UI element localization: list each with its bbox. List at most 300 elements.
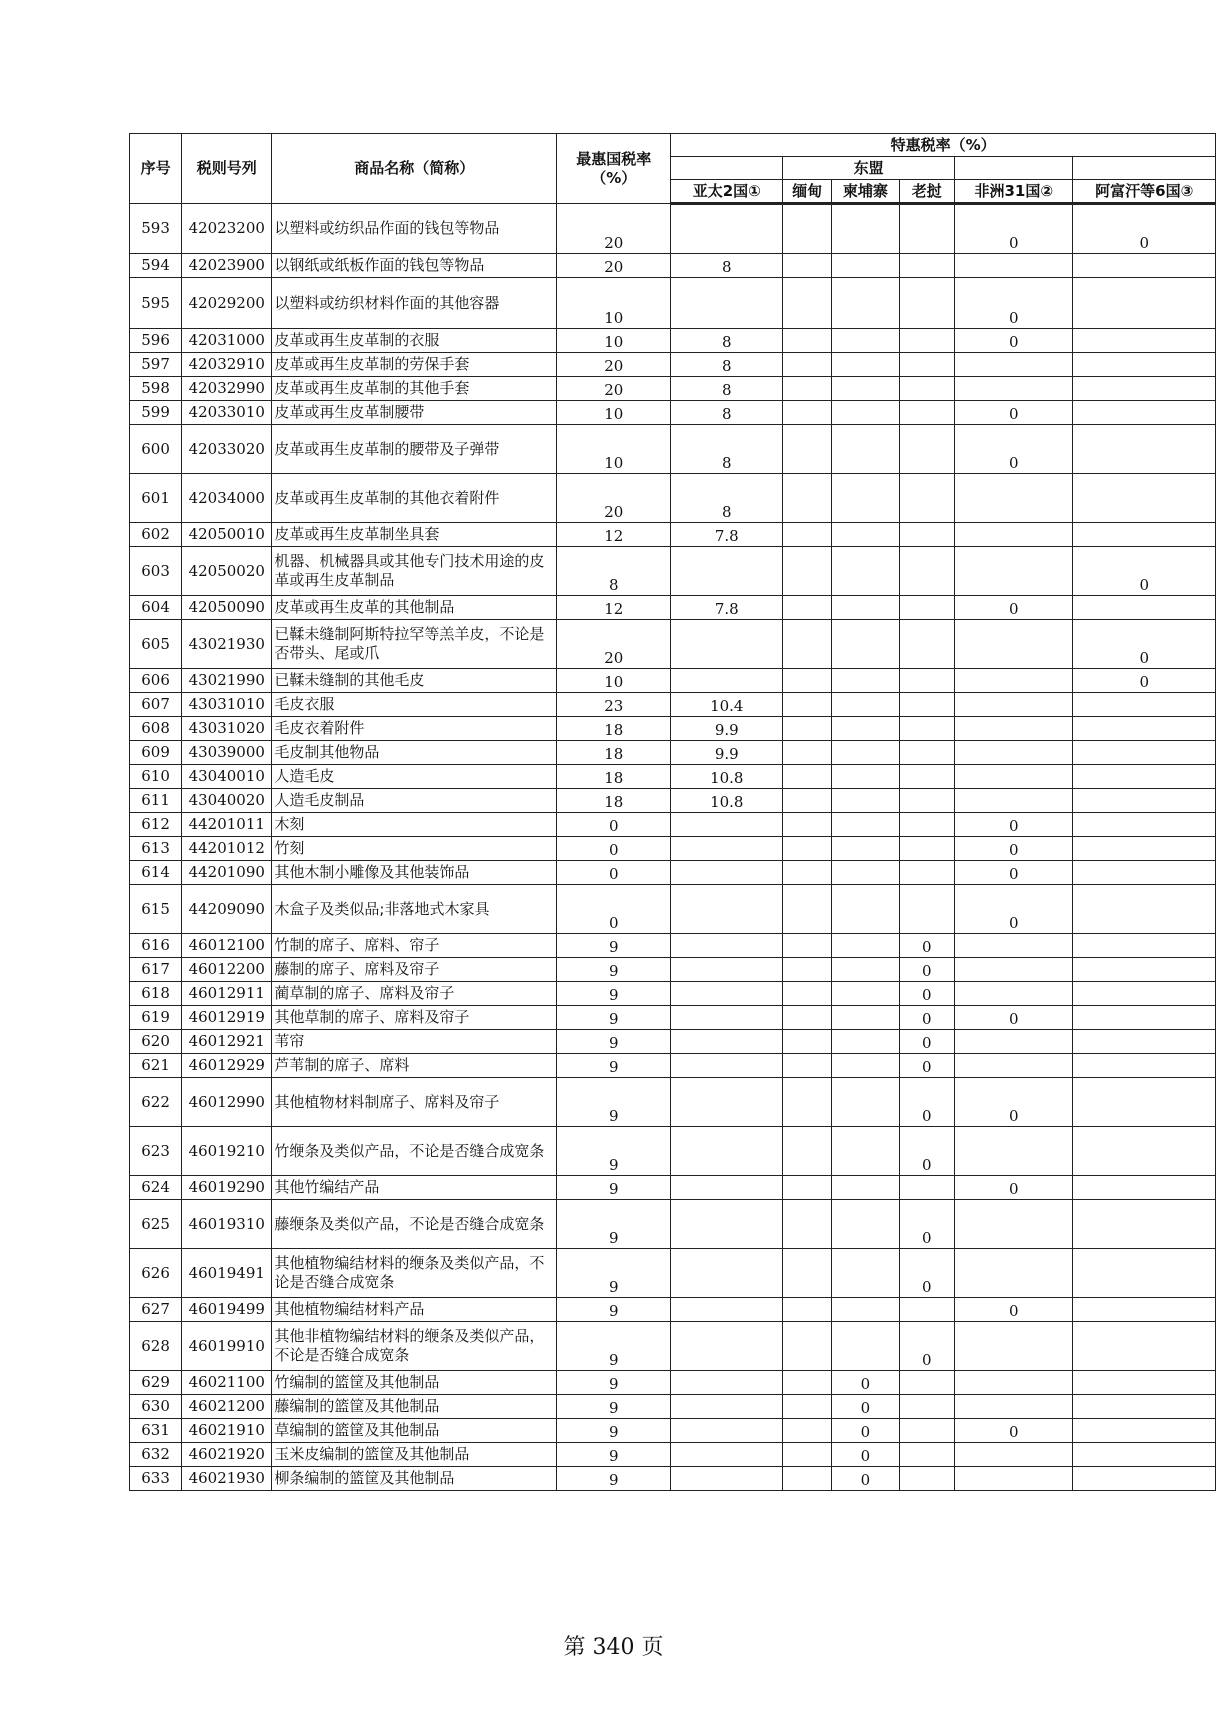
apta-rate-cell [671,547,783,596]
africa31-rate-cell [955,1200,1073,1249]
laos-rate-cell [899,474,954,523]
tariff-code-cell: 43040020 [182,789,272,813]
seq-cell: 624 [130,1176,182,1200]
table-header [130,134,1216,204]
table-row [130,474,1216,523]
product-name-cell: 其他草制的席子、席料及帘子 [272,1006,557,1030]
apta-rate-cell [671,620,783,669]
apta-rate-cell: 10.4 [671,693,783,717]
product-name-cell: 机器、机械器具或其他专门技术用途的皮革或再生皮革制品 [272,547,557,596]
apta-rate-cell: 9.9 [671,717,783,741]
afghanistan6-rate-cell [1073,789,1216,813]
tariff-code-cell: 46012911 [182,982,272,1006]
apta-rate-cell [671,1176,783,1200]
cambodia-rate-cell [832,1298,899,1322]
afghanistan6-rate-cell [1073,1395,1216,1419]
seq-cell: 612 [130,813,182,837]
product-name-cell: 竹制的席子、席料、帘子 [272,934,557,958]
myanmar-rate-cell [783,353,832,377]
laos-rate-cell [899,789,954,813]
page-number: 第 340 页 [563,1635,664,1660]
product-name-cell: 毛皮衣着附件 [272,717,557,741]
product-name-cell: 皮革或再生皮革制的其他手套 [272,377,557,401]
myanmar-rate-cell [783,717,832,741]
tariff-code-cell: 46021100 [182,1371,272,1395]
africa31-rate-cell [955,254,1073,278]
mfn-rate-cell: 10 [557,329,671,353]
cambodia-rate-cell: 0 [832,1443,899,1467]
afghanistan6-rate-cell [1073,885,1216,934]
apta-rate-cell: 8 [671,425,783,474]
afghanistan6-rate-cell [1073,377,1216,401]
product-name-cell: 皮革或再生皮革制的其他衣着附件 [272,474,557,523]
tariff-code-cell: 42023900 [182,254,272,278]
africa31-rate-cell: 0 [955,204,1073,254]
header-col-africa31: 非洲31国② [955,180,1073,204]
table-row [130,765,1216,789]
tariff-code-cell: 43040010 [182,765,272,789]
myanmar-rate-cell [783,1371,832,1395]
mfn-rate-cell: 9 [557,1371,671,1395]
africa31-rate-cell [955,958,1073,982]
mfn-rate-cell: 9 [557,1467,671,1491]
mfn-rate-cell: 9 [557,934,671,958]
seq-cell: 617 [130,958,182,982]
myanmar-rate-cell [783,765,832,789]
tariff-code-cell: 46021200 [182,1395,272,1419]
mfn-rate-cell: 9 [557,1078,671,1127]
afghanistan6-rate-cell [1073,1054,1216,1078]
laos-rate-cell: 0 [899,1078,954,1127]
seq-cell: 602 [130,523,182,547]
tariff-code-cell: 43021930 [182,620,272,669]
myanmar-rate-cell [783,1200,832,1249]
seq-cell: 632 [130,1443,182,1467]
seq-cell: 618 [130,982,182,1006]
cambodia-rate-cell [832,523,899,547]
africa31-rate-cell: 0 [955,861,1073,885]
mfn-rate-cell: 9 [557,1419,671,1443]
apta-rate-cell: 8 [671,401,783,425]
table-row [130,620,1216,669]
seq-cell: 608 [130,717,182,741]
seq-cell: 603 [130,547,182,596]
myanmar-rate-cell [783,1054,832,1078]
cambodia-rate-cell [832,204,899,254]
product-name-cell: 竹缏条及类似产品，不论是否缝合成宽条 [272,1127,557,1176]
tariff-code-cell: 44201012 [182,837,272,861]
apta-rate-cell [671,1200,783,1249]
cambodia-rate-cell [832,1322,899,1371]
tariff-code-cell: 46012990 [182,1078,272,1127]
tariff-code-cell: 43039000 [182,741,272,765]
myanmar-rate-cell [783,885,832,934]
africa31-rate-cell [955,474,1073,523]
product-name-cell: 芦苇制的席子、席料 [272,1054,557,1078]
header-col-myanmar: 缅甸 [783,180,832,204]
mfn-rate-cell: 9 [557,1249,671,1298]
tariff-code-cell: 42031000 [182,329,272,353]
product-name-cell: 其他植物编结材料的缏条及类似产品，不论是否缝合成宽条 [272,1249,557,1298]
seq-cell: 605 [130,620,182,669]
apta-rate-cell: 8 [671,353,783,377]
product-name-cell: 皮革或再生皮革制的劳保手套 [272,353,557,377]
table-row [130,717,1216,741]
afghanistan6-rate-cell [1073,1443,1216,1467]
myanmar-rate-cell [783,1127,832,1176]
myanmar-rate-cell [783,669,832,693]
mfn-rate-cell: 9 [557,982,671,1006]
table-row [130,254,1216,278]
cambodia-rate-cell [832,1030,899,1054]
seq-cell: 598 [130,377,182,401]
cambodia-rate-cell [832,861,899,885]
table-row [130,1030,1216,1054]
mfn-rate-cell: 20 [557,377,671,401]
apta-rate-cell: 7.8 [671,523,783,547]
seq-cell: 633 [130,1467,182,1491]
seq-cell: 596 [130,329,182,353]
laos-rate-cell [899,1298,954,1322]
seq-cell: 604 [130,596,182,620]
mfn-rate-cell: 9 [557,1395,671,1419]
afghanistan6-rate-cell [1073,1127,1216,1176]
apta-rate-cell [671,958,783,982]
cambodia-rate-cell [832,547,899,596]
apta-rate-cell: 8 [671,254,783,278]
tariff-code-cell: 46019210 [182,1127,272,1176]
apta-rate-cell [671,1078,783,1127]
cambodia-rate-cell [832,958,899,982]
tariff-code-cell: 46012200 [182,958,272,982]
afghanistan6-rate-cell [1073,1006,1216,1030]
table-row [130,278,1216,329]
myanmar-rate-cell [783,1298,832,1322]
cambodia-rate-cell [832,278,899,329]
table-row [130,885,1216,934]
africa31-rate-cell [955,1054,1073,1078]
seq-cell: 595 [130,278,182,329]
table-row [130,596,1216,620]
afghanistan6-rate-cell [1073,1249,1216,1298]
myanmar-rate-cell [783,278,832,329]
mfn-rate-cell: 23 [557,693,671,717]
mfn-rate-cell: 8 [557,547,671,596]
cambodia-rate-cell [832,254,899,278]
header-code: 税则号列 [182,134,272,204]
table-row [130,1054,1216,1078]
product-name-cell: 藤制的席子、席料及帘子 [272,958,557,982]
tariff-code-cell: 46019499 [182,1298,272,1322]
laos-rate-cell: 0 [899,934,954,958]
product-name-cell: 毛皮制其他物品 [272,741,557,765]
mfn-rate-cell: 10 [557,401,671,425]
table-row [130,401,1216,425]
tariff-code-cell: 42032910 [182,353,272,377]
cambodia-rate-cell: 0 [832,1467,899,1491]
laos-rate-cell [899,377,954,401]
table-row [130,837,1216,861]
tariff-code-cell: 46019491 [182,1249,272,1298]
africa31-rate-cell [955,1395,1073,1419]
africa31-rate-cell: 0 [955,837,1073,861]
tariff-code-cell: 43031020 [182,717,272,741]
afghanistan6-rate-cell [1073,1030,1216,1054]
africa31-rate-cell [955,523,1073,547]
mfn-rate-cell: 9 [557,1443,671,1467]
laos-rate-cell: 0 [899,958,954,982]
seq-cell: 616 [130,934,182,958]
myanmar-rate-cell [783,1176,832,1200]
mfn-rate-cell: 9 [557,1054,671,1078]
myanmar-rate-cell [783,1322,832,1371]
mfn-rate-cell: 12 [557,596,671,620]
header-blank [955,157,1073,180]
laos-rate-cell: 0 [899,1127,954,1176]
mfn-rate-cell: 18 [557,741,671,765]
africa31-rate-cell: 0 [955,596,1073,620]
header-blank [1073,157,1216,180]
cambodia-rate-cell [832,837,899,861]
tariff-code-cell: 42050010 [182,523,272,547]
afghanistan6-rate-cell [1073,474,1216,523]
africa31-rate-cell: 0 [955,1006,1073,1030]
mfn-rate-cell: 9 [557,1322,671,1371]
myanmar-rate-cell [783,1395,832,1419]
table-row [130,934,1216,958]
apta-rate-cell [671,934,783,958]
table-row [130,861,1216,885]
myanmar-rate-cell [783,620,832,669]
seq-cell: 619 [130,1006,182,1030]
product-name-cell: 人造毛皮 [272,765,557,789]
mfn-rate-cell: 9 [557,958,671,982]
africa31-rate-cell: 0 [955,1078,1073,1127]
apta-rate-cell: 10.8 [671,765,783,789]
mfn-rate-cell: 9 [557,1176,671,1200]
tariff-code-cell: 42033020 [182,425,272,474]
afghanistan6-rate-cell [1073,523,1216,547]
laos-rate-cell [899,1395,954,1419]
laos-rate-cell [899,813,954,837]
product-name-cell: 以塑料或纺织材料作面的其他容器 [272,278,557,329]
mfn-rate-cell: 9 [557,1006,671,1030]
laos-rate-cell: 0 [899,1030,954,1054]
cambodia-rate-cell [832,401,899,425]
seq-cell: 628 [130,1322,182,1371]
apta-rate-cell: 9.9 [671,741,783,765]
mfn-rate-cell: 18 [557,717,671,741]
afghanistan6-rate-cell [1073,934,1216,958]
africa31-rate-cell: 0 [955,401,1073,425]
laos-rate-cell: 0 [899,982,954,1006]
apta-rate-cell: 10.8 [671,789,783,813]
myanmar-rate-cell [783,934,832,958]
africa31-rate-cell [955,669,1073,693]
apta-rate-cell [671,885,783,934]
myanmar-rate-cell [783,837,832,861]
table-row [130,669,1216,693]
myanmar-rate-cell [783,377,832,401]
mfn-rate-cell: 10 [557,669,671,693]
mfn-rate-cell: 20 [557,353,671,377]
mfn-rate-cell: 18 [557,789,671,813]
product-name-cell: 皮革或再生皮革制坐具套 [272,523,557,547]
africa31-rate-cell [955,353,1073,377]
tariff-code-cell: 43031010 [182,693,272,717]
cambodia-rate-cell [832,741,899,765]
cambodia-rate-cell [832,1176,899,1200]
laos-rate-cell: 0 [899,1249,954,1298]
mfn-rate-cell: 9 [557,1298,671,1322]
mfn-rate-cell: 20 [557,204,671,254]
afghanistan6-rate-cell [1073,596,1216,620]
cambodia-rate-cell [832,1127,899,1176]
seq-cell: 629 [130,1371,182,1395]
laos-rate-cell [899,523,954,547]
product-name-cell: 已鞣未缝制的其他毛皮 [272,669,557,693]
header-blank [671,157,783,180]
tariff-code-cell: 42050090 [182,596,272,620]
product-name-cell: 皮革或再生皮革制腰带 [272,401,557,425]
myanmar-rate-cell [783,596,832,620]
tariff-table [129,133,1216,1491]
tariff-code-cell: 46012929 [182,1054,272,1078]
cambodia-rate-cell: 0 [832,1371,899,1395]
mfn-rate-cell: 0 [557,885,671,934]
table-row [130,1371,1216,1395]
mfn-rate-cell: 9 [557,1127,671,1176]
product-name-cell: 毛皮衣服 [272,693,557,717]
myanmar-rate-cell [783,329,832,353]
myanmar-rate-cell [783,861,832,885]
cambodia-rate-cell [832,1200,899,1249]
product-name-cell: 木盒子及类似品;非落地式木家具 [272,885,557,934]
myanmar-rate-cell [783,474,832,523]
seq-cell: 614 [130,861,182,885]
mfn-rate-cell: 18 [557,765,671,789]
seq-cell: 615 [130,885,182,934]
myanmar-rate-cell [783,547,832,596]
africa31-rate-cell [955,377,1073,401]
africa31-rate-cell [955,1127,1073,1176]
seq-cell: 601 [130,474,182,523]
cambodia-rate-cell [832,813,899,837]
tariff-code-cell: 44201011 [182,813,272,837]
tariff-code-cell: 46019290 [182,1176,272,1200]
laos-rate-cell [899,596,954,620]
header-col-laos: 老挝 [899,180,954,204]
apta-rate-cell [671,1006,783,1030]
apta-rate-cell [671,1395,783,1419]
table-row [130,353,1216,377]
tariff-code-cell: 46012100 [182,934,272,958]
myanmar-rate-cell [783,1249,832,1298]
product-name-cell: 苇帘 [272,1030,557,1054]
table-row [130,1249,1216,1298]
header-col-afghanistan6: 阿富汗等6国③ [1073,180,1216,204]
header-col-cambodia: 柬埔寨 [832,180,899,204]
laos-rate-cell: 0 [899,1322,954,1371]
product-name-cell: 其他植物编结材料产品 [272,1298,557,1322]
apta-rate-cell [671,1298,783,1322]
table-row [130,693,1216,717]
tariff-code-cell: 43021990 [182,669,272,693]
cambodia-rate-cell [832,425,899,474]
table-row [130,958,1216,982]
table-row [130,1395,1216,1419]
apta-rate-cell [671,1127,783,1176]
afghanistan6-rate-cell [1073,1200,1216,1249]
apta-rate-cell [671,1371,783,1395]
afghanistan6-rate-cell: 0 [1073,669,1216,693]
myanmar-rate-cell [783,982,832,1006]
table-row [130,741,1216,765]
laos-rate-cell [899,717,954,741]
tariff-code-cell: 44209090 [182,885,272,934]
table-row [130,425,1216,474]
afghanistan6-rate-cell [1073,254,1216,278]
cambodia-rate-cell [832,765,899,789]
product-name-cell: 其他非植物编结材料的缏条及类似产品，不论是否缝合成宽条 [272,1322,557,1371]
afghanistan6-rate-cell [1073,425,1216,474]
seq-cell: 609 [130,741,182,765]
myanmar-rate-cell [783,1419,832,1443]
afghanistan6-rate-cell [1073,741,1216,765]
africa31-rate-cell [955,789,1073,813]
mfn-rate-cell: 12 [557,523,671,547]
africa31-rate-cell [955,1030,1073,1054]
afghanistan6-rate-cell [1073,329,1216,353]
africa31-rate-cell: 0 [955,1419,1073,1443]
laos-rate-cell [899,204,954,254]
header-special: 特惠税率（%） [671,134,1216,157]
tariff-code-cell: 46019310 [182,1200,272,1249]
apta-rate-cell [671,1443,783,1467]
tariff-code-cell: 46021930 [182,1467,272,1491]
africa31-rate-cell: 0 [955,885,1073,934]
seq-cell: 626 [130,1249,182,1298]
table-row [130,1078,1216,1127]
seq-cell: 611 [130,789,182,813]
table-row [130,377,1216,401]
afghanistan6-rate-cell [1073,1298,1216,1322]
africa31-rate-cell [955,741,1073,765]
myanmar-rate-cell [783,741,832,765]
africa31-rate-cell: 0 [955,425,1073,474]
product-name-cell: 竹刻 [272,837,557,861]
tariff-code-cell: 46012919 [182,1006,272,1030]
cambodia-rate-cell: 0 [832,1395,899,1419]
afghanistan6-rate-cell [1073,1176,1216,1200]
africa31-rate-cell [955,1249,1073,1298]
tariff-code-cell: 42034000 [182,474,272,523]
tariff-code-cell: 42050020 [182,547,272,596]
apta-rate-cell: 7.8 [671,596,783,620]
laos-rate-cell [899,837,954,861]
laos-rate-cell [899,278,954,329]
laos-rate-cell [899,547,954,596]
product-name-cell: 其他竹编结产品 [272,1176,557,1200]
africa31-rate-cell: 0 [955,1176,1073,1200]
myanmar-rate-cell [783,1467,832,1491]
cambodia-rate-cell [832,474,899,523]
table-row [130,813,1216,837]
tariff-code-cell: 46012921 [182,1030,272,1054]
laos-rate-cell [899,1443,954,1467]
cambodia-rate-cell [832,1006,899,1030]
afghanistan6-rate-cell [1073,717,1216,741]
